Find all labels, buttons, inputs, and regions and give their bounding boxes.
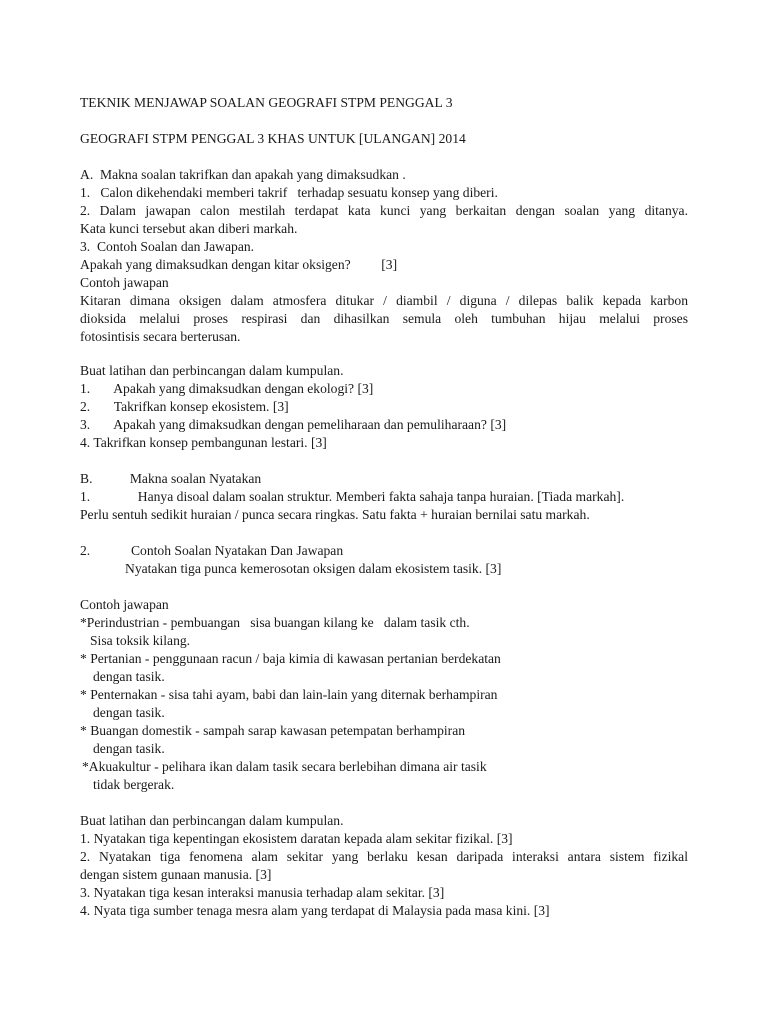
section-b-exercise-label: Buat latihan dan perbincangan dalam kumpulan. — [80, 813, 344, 828]
section-a-answer-line-2: dioksida melalui proses respirasi dan dihasilkan semula oleh tumbuhan hijau melalui proses — [80, 311, 688, 326]
section-b-question: Nyatakan tiga punca kemerosotan oksigen dalam ekosistem tasik. [3] — [125, 561, 502, 576]
section-a-exercise-4: 4. Takrifkan konsep pembangunan lestari. [3] — [80, 435, 327, 450]
answer-item-4: * Buangan domestik - sampah sarap kawasan petempatan berhampiran — [80, 723, 466, 738]
answer-item-1: *Perindustrian - pembuangan sisa buangan kilang ke dalam tasik cth. — [80, 615, 470, 630]
section-a-point-2: 2. Dalam jawapan calon mestilah terdapat kata kunci yang berkaitan dengan soalan yang ditanya. — [80, 203, 688, 218]
document-subtitle: GEOGRAFI STPM PENGGAL 3 KHAS UNTUK [ULANGAN] 2014 — [80, 131, 466, 146]
section-b-answer-label: Contoh jawapan — [80, 597, 169, 612]
document-title: TEKNIK MENJAWAP SOALAN GEOGRAFI STPM PENGGAL 3 — [80, 95, 453, 110]
section-a-exercise-label: Buat latihan dan perbincangan dalam kumpulan. — [80, 363, 344, 378]
answer-item-2: * Pertanian - penggunaan racun / baja kimia di kawasan pertanian berdekatan — [80, 651, 501, 666]
section-a-exercise-3: 3. Apakah yang dimaksudkan dengan pemeliharaan dan pemuliharaan? [3] — [80, 417, 507, 432]
section-b-point-2: 2. Contoh Soalan Nyatakan Dan Jawapan — [80, 543, 344, 558]
answer-item-4-cont: dengan tasik. — [93, 741, 165, 756]
section-a-point-1: 1. Calon dikehendaki memberi takrif terhadap sesuatu konsep yang diberi. — [80, 185, 498, 200]
section-a-point-3: 3. Contoh Soalan dan Jawapan. — [80, 239, 255, 254]
section-a-heading: A. Makna soalan takrifkan dan apakah yang dimaksudkan . — [80, 167, 406, 182]
section-b-point-1-cont: Perlu sentuh sedikit huraian / punca secara ringkas. Satu fakta + huraian bernilai satu markah. — [80, 507, 590, 522]
section-a-question: Apakah yang dimaksudkan dengan kitar oksigen? [3] — [80, 257, 398, 272]
section-b-heading: B. Makna soalan Nyatakan — [80, 471, 262, 486]
section-b-exercise-2-cont: dengan sistem gunaan manusia. [3] — [80, 867, 272, 882]
answer-item-2-cont: dengan tasik. — [93, 669, 165, 684]
answer-item-5: *Akuakultur - pelihara ikan dalam tasik secara berlebihan dimana air tasik — [82, 759, 487, 774]
section-b-exercise-2: 2. Nyatakan tiga fenomena alam sekitar yang berlaku kesan daripada interaksi antara sistem fizikal — [80, 849, 688, 864]
section-b-exercise-4: 4. Nyata tiga sumber tenaga mesra alam yang terdapat di Malaysia pada masa kini. [3] — [80, 903, 550, 918]
answer-item-3: * Penternakan - sisa tahi ayam, babi dan lain-lain yang diternak berhampiran — [80, 687, 498, 702]
section-a-answer-line-3: fotosintisis secara berterusan. — [80, 329, 241, 344]
section-a-answer-line-1: Kitaran dimana oksigen dalam atmosfera ditukar / diambil / diguna / dilepas balik kepada karbon — [80, 293, 688, 308]
section-b-exercise-1: 1. Nyatakan tiga kepentingan ekosistem daratan kepada alam sekitar fizikal. [3] — [80, 831, 513, 846]
answer-item-5-cont: tidak bergerak. — [93, 777, 175, 792]
section-b-point-1: 1. Hanya disoal dalam soalan struktur. Memberi fakta sahaja tanpa huraian. [Tiada markah]. — [80, 489, 625, 504]
section-b-exercise-3: 3. Nyatakan tiga kesan interaksi manusia terhadap alam sekitar. [3] — [80, 885, 445, 900]
section-a-point-2-cont: Kata kunci tersebut akan diberi markah. — [80, 221, 298, 236]
section-a-answer-label: Contoh jawapan — [80, 275, 169, 290]
answer-item-1-cont: Sisa toksik kilang. — [90, 633, 191, 648]
answer-item-3-cont: dengan tasik. — [93, 705, 165, 720]
section-a-exercise-1: 1. Apakah yang dimaksudkan dengan ekologi? [3] — [80, 381, 374, 396]
section-a-exercise-2: 2. Takrifkan konsep ekosistem. [3] — [80, 399, 289, 414]
